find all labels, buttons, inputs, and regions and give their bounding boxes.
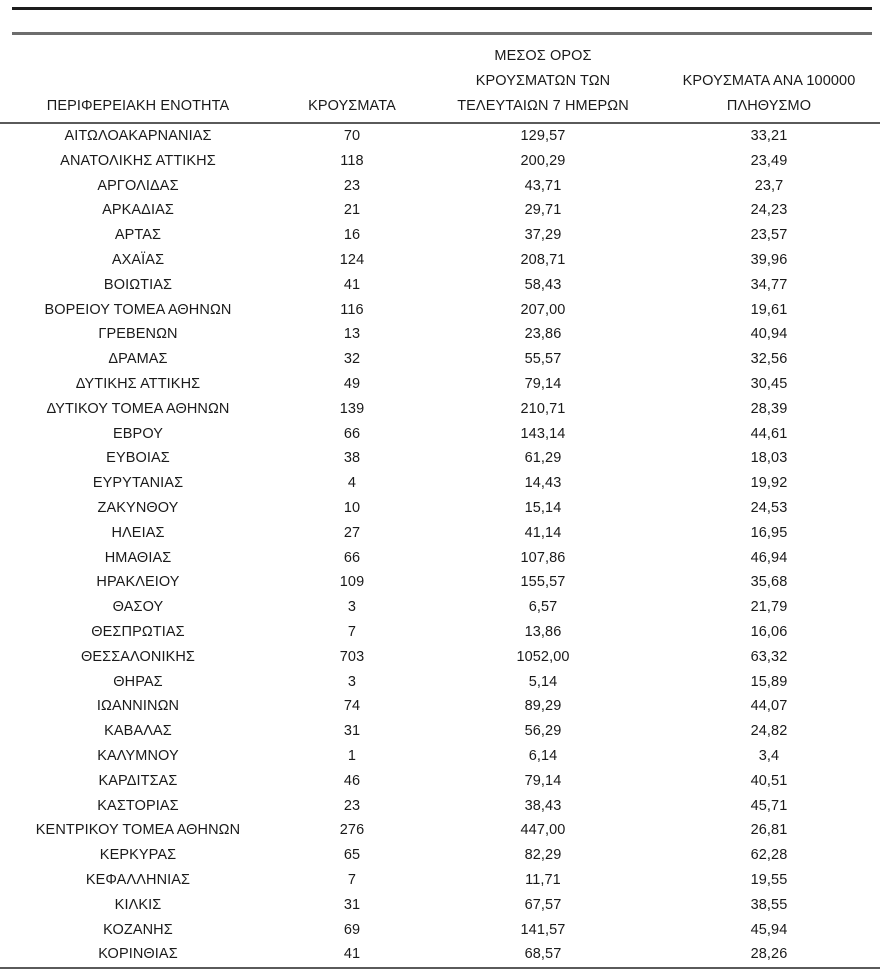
cell-cases: 4 [347,475,357,492]
cell-region: ΖΑΚΥΝΘΟΥ [97,499,179,516]
cell-avg7: 155,57 [520,574,566,591]
cell-cases: 66 [343,549,361,566]
cell-region: ΚΟΖΑΝΗΣ [103,921,173,938]
table-row [0,471,880,496]
cell-region: ΕΒΡΟΥ [113,425,163,442]
cell-region: ΒΟΙΩΤΙΑΣ [103,276,173,293]
cell-region: ΑΡΓΟΛΙΔΑΣ [97,177,179,194]
cell-per100k: 39,96 [750,251,788,268]
cell-region: ΚΙΛΚΙΣ [114,896,162,913]
cell-cases: 23 [343,797,361,814]
table-row [0,546,880,571]
cell-region: ΕΥΡΥΤΑΝΙΑΣ [92,475,184,492]
cell-cases: 69 [343,921,361,938]
cell-cases: 16 [343,227,361,244]
cell-region: ΚΑΒΑΛΑΣ [104,723,172,740]
cell-per100k: 3,4 [758,747,780,764]
cell-avg7: 79,14 [524,375,562,392]
cell-per100k: 63,32 [750,648,788,665]
table-header-row [0,44,880,123]
cell-per100k: 19,61 [750,301,788,318]
cell-region: ΒΟΡΕΙΟΥ ΤΟΜΕΑ ΑΘΗΝΩΝ [44,301,232,318]
cell-region: ΚΕΝΤΡΙΚΟΥ ΤΟΜΕΑ ΑΘΗΝΩΝ [35,822,241,839]
cell-region: ΗΜΑΘΙΑΣ [104,549,172,566]
cell-avg7: 1052,00 [516,648,570,665]
table-row [0,521,880,546]
table-row [0,818,880,843]
cell-cases: 74 [343,698,361,715]
cell-per100k: 32,56 [750,351,788,368]
cell-region: ΚΑΣΤΟΡΙΑΣ [97,797,179,814]
top-gray-rule [12,32,872,35]
cell-cases: 118 [340,152,364,169]
column-header-avg7 [428,44,658,123]
epidemiological-data-table [0,44,880,969]
cell-avg7: 43,71 [524,177,562,194]
cell-avg7: 15,14 [524,499,562,516]
column-header-region-line-1: ΠΕΡΙΦΕΡΕΙΑΚΗ ΕΝΟΤΗΤΑ [46,98,230,114]
column-header-avg7-line-1: ΜΕΣΟΣ ΟΡΟΣ [494,48,592,64]
table-row [0,670,880,695]
cell-per100k: 35,68 [750,574,788,591]
cell-avg7: 13,86 [524,623,562,640]
cell-region: ΚΑΡΔΙΤΣΑΣ [98,772,178,789]
table-row [0,298,880,323]
table-row [0,570,880,595]
table-row [0,942,880,968]
cell-avg7: 208,71 [520,251,566,268]
cell-per100k: 38,55 [750,896,788,913]
cell-avg7: 29,71 [524,202,562,219]
cell-per100k: 15,89 [750,673,788,690]
cell-cases: 21 [343,202,361,219]
table-row [0,868,880,893]
cell-avg7: 38,43 [524,797,562,814]
cell-avg7: 41,14 [524,524,562,541]
table-row [0,223,880,248]
table-row [0,595,880,620]
cell-region: ΑΧΑΪΑΣ [111,251,165,268]
cell-avg7: 107,86 [520,549,566,566]
table-row [0,794,880,819]
cell-cases: 7 [347,871,357,888]
cell-per100k: 16,95 [750,524,788,541]
table-row [0,446,880,471]
cell-per100k: 28,39 [750,400,788,417]
table-row [0,620,880,645]
table-row [0,918,880,943]
cell-avg7: 5,14 [528,673,558,690]
table-row [0,893,880,918]
cell-cases: 31 [343,896,361,913]
cell-avg7: 79,14 [524,772,562,789]
cell-avg7: 447,00 [520,822,566,839]
table-body [0,123,880,968]
cell-cases: 41 [276,942,428,968]
cell-avg7: 82,29 [524,847,562,864]
cell-avg7: 58,43 [524,276,562,293]
column-header-per100k-line-1: ΚΡΟΥΣΜΑΤΑ ΑΝΑ 100000 [682,73,856,89]
cell-avg7: 68,57 [428,942,658,968]
cell-per100k: 26,81 [750,822,788,839]
cell-cases: 41 [343,276,361,293]
cell-per100k: 40,51 [750,772,788,789]
top-dark-rule [12,7,872,10]
cell-per100k: 33,21 [750,128,788,144]
cell-region: ΕΥΒΟΙΑΣ [106,450,170,467]
cell-region: ΚΕΡΚΥΡΑΣ [99,847,177,864]
cell-cases: 139 [339,400,365,417]
column-header-cases-line-1: ΚΡΟΥΣΜΑΤΑ [308,98,396,114]
cell-avg7: 89,29 [524,698,562,715]
table-row [0,422,880,447]
table-row [0,123,880,149]
cell-avg7: 23,86 [524,326,562,343]
column-header-region [0,44,276,123]
cell-avg7: 129,57 [520,128,566,144]
cell-per100k: 19,92 [750,475,788,492]
cell-cases: 3 [347,673,357,690]
column-header-avg7-line-2: ΚΡΟΥΣΜΑΤΩΝ ΤΩΝ [475,73,611,89]
cell-per100k: 30,45 [750,375,788,392]
cell-region: ΚΑΛΥΜΝΟΥ [97,747,179,764]
cell-per100k: 23,57 [750,227,788,244]
table-row [0,397,880,422]
cell-region: ΘΑΣΟΥ [112,599,164,616]
cell-region: ΘΗΡΑΣ [113,673,163,690]
cell-region: ΚΟΡΙΝΘΙΑΣ [0,942,276,968]
cell-avg7: 210,71 [520,400,566,417]
table-row [0,198,880,223]
cell-per100k: 44,07 [750,698,788,715]
cell-per100k: 24,82 [750,723,788,740]
cell-avg7: 14,43 [524,475,562,492]
cell-avg7: 6,14 [528,747,558,764]
cell-per100k: 24,53 [750,499,788,516]
cell-avg7: 37,29 [524,227,562,244]
column-header-per100k [658,44,880,123]
cell-cases: 65 [343,847,361,864]
cell-per100k: 40,94 [750,326,788,343]
cell-region: ΙΩΑΝΝΙΝΩΝ [96,698,180,715]
cell-avg7: 11,71 [525,871,561,888]
cell-cases: 66 [343,425,361,442]
cell-cases: 32 [343,351,361,368]
cell-avg7: 55,57 [524,351,562,368]
cell-region: ΔΡΑΜΑΣ [108,351,168,368]
table-header [0,44,880,123]
table-row [0,174,880,199]
cell-per100k: 19,55 [750,871,788,888]
cell-per100k: 46,94 [750,549,788,566]
cell-avg7: 56,29 [524,723,562,740]
cell-cases: 49 [343,375,361,392]
cell-region: ΑΙΤΩΛΟΑΚΑΡΝΑΝΙΑΣ [64,128,212,144]
cell-per100k: 23,7 [754,177,784,194]
cell-per100k: 16,06 [750,623,788,640]
cell-avg7: 143,14 [520,425,566,442]
cell-region: ΔΥΤΙΚΟΥ ΤΟΜΕΑ ΑΘΗΝΩΝ [46,400,230,417]
cell-cases: 116 [340,301,364,318]
table-row [0,645,880,670]
cell-avg7: 200,29 [520,152,566,169]
table-row [0,843,880,868]
cell-per100k: 23,49 [750,152,788,169]
column-header-cases [276,44,428,123]
table-row [0,347,880,372]
cell-region: ΘΕΣΣΑΛΟΝΙΚΗΣ [80,648,195,665]
table-row [0,372,880,397]
column-header-per100k-line-2: ΠΛΗΘΥΣΜΟ [726,98,812,114]
table-row [0,769,880,794]
cell-region: ΓΡΕΒΕΝΩΝ [98,326,178,343]
cell-cases: 703 [339,648,365,665]
table-row [0,248,880,273]
cell-per100k: 44,61 [750,425,788,442]
cell-region: ΘΕΣΠΡΩΤΙΑΣ [91,623,185,640]
cell-cases: 124 [339,251,365,268]
cell-cases: 46 [343,772,361,789]
table-row [0,719,880,744]
cell-cases: 13 [343,326,361,343]
table-row [0,322,880,347]
cell-region: ΗΛΕΙΑΣ [111,524,165,541]
cell-per100k: 28,26 [658,942,880,968]
cell-per100k: 45,71 [750,797,788,814]
cell-region: ΗΡΑΚΛΕΙΟΥ [96,574,180,591]
cell-cases: 38 [343,450,361,467]
cell-region: ΑΡΤΑΣ [114,227,162,244]
cell-cases: 3 [347,599,357,616]
cell-region: ΑΡΚΑΔΙΑΣ [102,202,174,219]
cell-cases: 23 [343,177,361,194]
column-header-avg7-line-3: ΤΕΛΕΥΤΑΙΩΝ 7 ΗΜΕΡΩΝ [457,98,629,114]
cell-per100k: 45,94 [750,921,788,938]
cell-avg7: 67,57 [524,896,562,913]
cell-avg7: 141,57 [520,921,566,938]
cell-per100k: 34,77 [750,276,788,293]
cell-cases: 7 [347,623,357,640]
cell-cases: 27 [343,524,361,541]
cell-avg7: 207,00 [520,301,566,318]
cell-region: ΑΝΑΤΟΛΙΚΗΣ ΑΤΤΙΚΗΣ [60,152,216,169]
cell-per100k: 18,03 [750,450,788,467]
cell-cases: 109 [339,574,365,591]
table-row [0,149,880,174]
table-row [0,694,880,719]
cell-cases: 1 [347,747,357,764]
table-row [0,744,880,769]
cell-per100k: 62,28 [750,847,788,864]
cell-per100k: 21,79 [750,599,788,616]
cell-region: ΚΕΦΑΛΛΗΝΙΑΣ [85,871,191,888]
cell-cases: 70 [343,128,361,144]
table-row [0,496,880,521]
table-container [0,44,880,969]
cell-avg7: 6,57 [528,599,558,616]
cell-cases: 10 [343,499,361,516]
cell-region: ΔΥΤΙΚΗΣ ΑΤΤΙΚΗΣ [75,375,201,392]
table-row [0,273,880,298]
cell-per100k: 24,23 [750,202,788,219]
cell-avg7: 61,29 [524,450,562,467]
cell-cases: 31 [343,723,361,740]
cell-cases: 276 [339,822,365,839]
